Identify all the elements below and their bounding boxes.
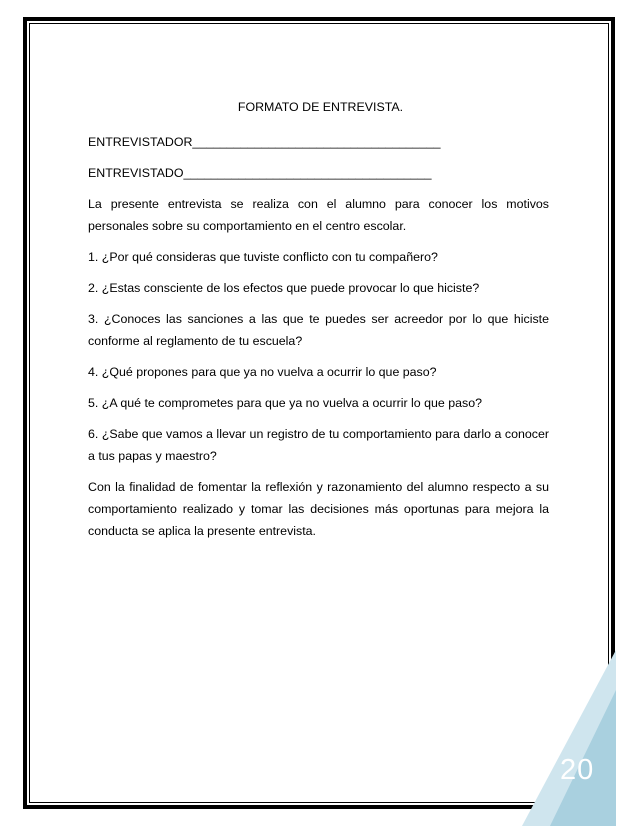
question-6: 6. ¿Sabe que vamos a llevar un registro de tu comportamiento para darlo a conocer a tus papas y maestro? [88, 427, 549, 463]
interviewee-field [88, 162, 549, 184]
interviewee-label: ENTREVISTADO [88, 166, 184, 180]
interviewee-line: ____________________________________ [183, 166, 432, 180]
interviewer-field [88, 131, 549, 153]
document-body [88, 96, 549, 551]
page-number: 20 [560, 754, 595, 786]
corner-decoration [522, 650, 616, 826]
question-4: 4. ¿Qué propones para que ya no vuelva a ocurrir lo que paso? [88, 365, 437, 379]
intro-paragraph: La presente entrevista se realiza con el alumno para conocer los motivos personales sobre su comportamiento en el centro escolar. [88, 197, 549, 233]
question-3: 3. ¿Conoces las sanciones a las que te puedes ser acreedor por lo que hiciste conforme al reglamento de tu escuela? [88, 312, 549, 348]
question-1: 1. ¿Por qué consideras que tuviste conflicto con tu compañero? [88, 250, 438, 264]
interviewer-line: ____________________________________ [192, 135, 441, 149]
closing-paragraph: Con la finalidad de fomentar la reflexión y razonamiento del alumno respecto a su comportamiento realizado y tomar las decisiones más oportunas para mejora la conducta se aplica la presente entrevista. [88, 480, 549, 538]
interviewer-label: ENTREVISTADOR [88, 135, 193, 149]
question-2: 2. ¿Estas consciente de los efectos que puede provocar lo que hiciste? [88, 281, 480, 295]
document-title: FORMATO DE ENTREVISTA. [237, 100, 404, 114]
question-5: 5. ¿A qué te comprometes para que ya no vuelva a ocurrir lo que paso? [88, 396, 482, 410]
